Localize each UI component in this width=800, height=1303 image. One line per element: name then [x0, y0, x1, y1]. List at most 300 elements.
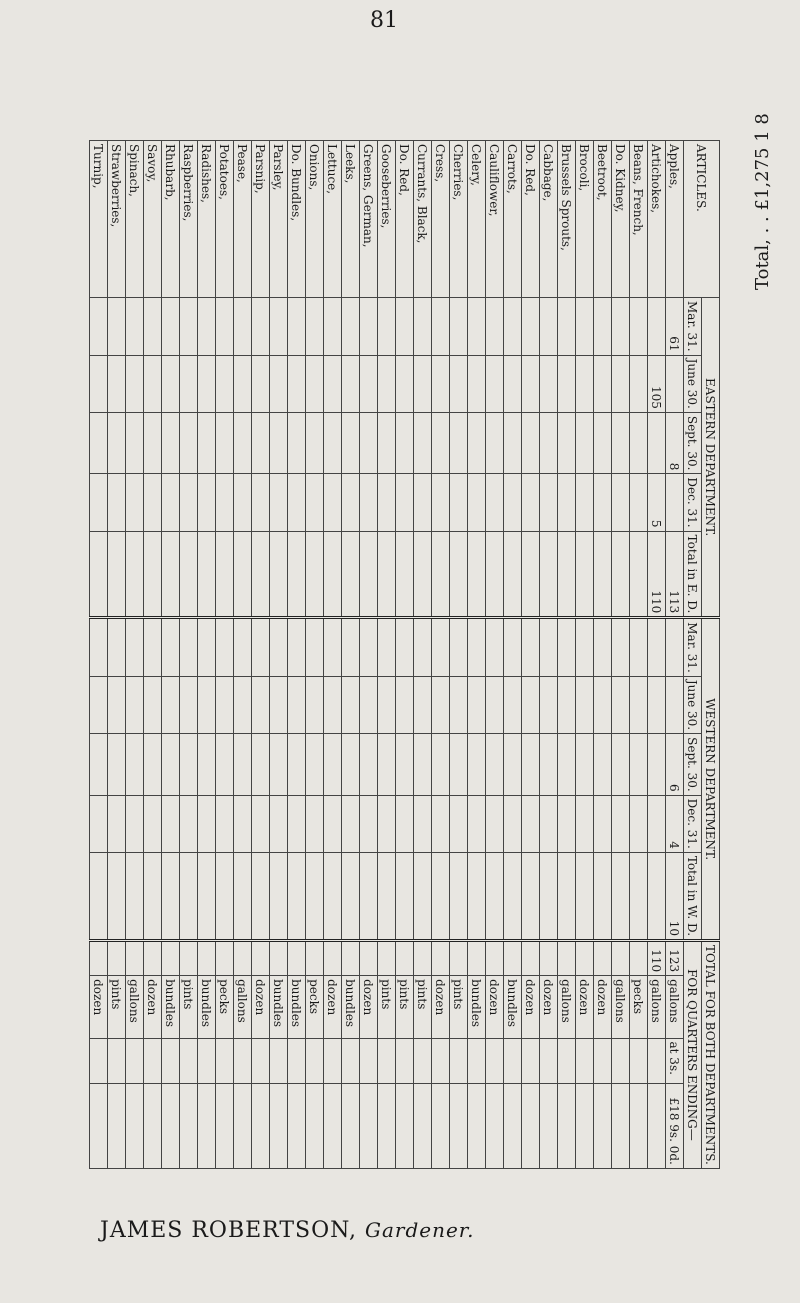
west-cell: [486, 852, 504, 940]
table-row: [198, 141, 216, 1169]
table-row: [324, 141, 342, 1169]
east-cell: [126, 355, 144, 412]
west-cell: [612, 795, 630, 852]
article-name: Radishes,: [198, 141, 216, 298]
east-cell: [594, 531, 612, 618]
west-cell: [414, 734, 432, 796]
west-cell: [342, 734, 360, 796]
west-cell: [180, 676, 198, 733]
amount: [108, 1084, 126, 1168]
west-cell: [432, 676, 450, 733]
west-cell: [252, 852, 270, 940]
unit-price: [144, 1038, 162, 1084]
east-cell: [576, 298, 594, 356]
west-cell: [162, 734, 180, 796]
amount: [288, 1084, 306, 1168]
east-cell: 5: [648, 474, 666, 531]
west-cell: [144, 676, 162, 733]
east-cell: 8: [666, 412, 684, 474]
article-name: Cauliflower,: [486, 141, 504, 298]
west-cell: [396, 618, 414, 677]
total-qty: [468, 941, 486, 976]
west-cell: [180, 734, 198, 796]
signature-name: JAMES ROBERTSON,: [100, 1218, 357, 1243]
article-name: Beetroot,: [594, 141, 612, 298]
west-cell: [288, 734, 306, 796]
unit-price: [234, 1038, 252, 1084]
amount: [594, 1084, 612, 1168]
amount: [126, 1084, 144, 1168]
article-name: Apples,: [666, 141, 684, 298]
unit-price: [270, 1038, 288, 1084]
west-cell: [270, 734, 288, 796]
article-name: Parsnip,: [252, 141, 270, 298]
west-q3-header: Sept. 30.: [684, 734, 702, 796]
east-cell: [234, 355, 252, 412]
east-cell: [504, 474, 522, 531]
west-cell: [558, 852, 576, 940]
east-cell: [666, 474, 684, 531]
east-cell: [432, 412, 450, 474]
table-row: [108, 141, 126, 1169]
west-cell: [342, 795, 360, 852]
article-name: Cress,: [432, 141, 450, 298]
east-cell: [522, 298, 540, 356]
west-cell: [252, 734, 270, 796]
east-cell: [126, 298, 144, 356]
west-cell: [396, 734, 414, 796]
west-cell: [306, 618, 324, 677]
unit-price: [486, 1038, 504, 1084]
west-cell: [90, 734, 108, 796]
west-cell: [162, 618, 180, 677]
east-cell: [108, 298, 126, 356]
west-cell: [612, 618, 630, 677]
east-cell: [396, 298, 414, 356]
east-cell: [360, 412, 378, 474]
total-unit: bundles: [288, 976, 306, 1038]
east-cell: [630, 531, 648, 618]
west-cell: [216, 795, 234, 852]
east-cell: [144, 412, 162, 474]
east-cell: [630, 412, 648, 474]
east-cell: [558, 298, 576, 356]
amount: [306, 1084, 324, 1168]
west-cell: [234, 618, 252, 677]
west-cell: [90, 795, 108, 852]
signature-title: Gardener.: [364, 1218, 475, 1242]
east-cell: [414, 355, 432, 412]
west-cell: [576, 734, 594, 796]
east-cell: [162, 412, 180, 474]
amount: [414, 1084, 432, 1168]
west-cell: [432, 618, 450, 677]
west-total-header: Total in W. D.: [684, 852, 702, 940]
east-cell: [540, 355, 558, 412]
unit-price: [162, 1038, 180, 1084]
total-qty: [270, 941, 288, 976]
east-cell: [342, 531, 360, 618]
total-unit: dozen: [522, 976, 540, 1038]
east-cell: 105: [648, 355, 666, 412]
signature: [100, 1218, 475, 1243]
east-cell: [234, 474, 252, 531]
east-cell: [270, 298, 288, 356]
west-cell: 10: [666, 852, 684, 940]
west-cell: [162, 676, 180, 733]
west-cell: [648, 852, 666, 940]
west-cell: [324, 852, 342, 940]
article-name: Celery,: [468, 141, 486, 298]
east-cell: [450, 412, 468, 474]
total-qty: [144, 941, 162, 976]
east-cell: [144, 531, 162, 618]
west-cell: [612, 734, 630, 796]
table-row: [144, 141, 162, 1169]
amount: [468, 1084, 486, 1168]
unit-price: [180, 1038, 198, 1084]
table-row: [558, 141, 576, 1169]
west-q4-header: Dec. 31.: [684, 795, 702, 852]
total-qty: 110: [648, 941, 666, 976]
east-cell: [558, 531, 576, 618]
west-cell: [486, 734, 504, 796]
east-cell: [396, 474, 414, 531]
table-row: [522, 141, 540, 1169]
east-cell: [630, 298, 648, 356]
total-unit: gallons: [558, 976, 576, 1038]
unit-price: [432, 1038, 450, 1084]
total-unit: pints: [396, 976, 414, 1038]
west-cell: [324, 676, 342, 733]
total-qty: [324, 941, 342, 976]
east-cell: [288, 412, 306, 474]
east-cell: [504, 355, 522, 412]
article-name: Do. Bundles,: [288, 141, 306, 298]
west-cell: [432, 795, 450, 852]
east-cell: [468, 531, 486, 618]
west-cell: [180, 618, 198, 677]
west-cell: [234, 734, 252, 796]
grand-total: Total, . . £1,275 1 8: [752, 113, 773, 290]
total-unit: dozen: [360, 976, 378, 1038]
table-row: [504, 141, 522, 1169]
west-cell: [540, 795, 558, 852]
west-cell: [450, 618, 468, 677]
amount: [378, 1084, 396, 1168]
west-cell: [594, 734, 612, 796]
total-unit: gallons: [648, 976, 666, 1038]
table-row: [594, 141, 612, 1169]
article-name: Lettuce,: [324, 141, 342, 298]
article-name: Turnip,: [90, 141, 108, 298]
unit-price: [468, 1038, 486, 1084]
west-cell: [612, 852, 630, 940]
table-row: [468, 141, 486, 1169]
east-cell: [234, 412, 252, 474]
east-cell: [540, 531, 558, 618]
west-cell: [306, 734, 324, 796]
unit-price: [648, 1038, 666, 1084]
article-name: Brocoli,: [576, 141, 594, 298]
unit-price: [252, 1038, 270, 1084]
total-qty: [540, 941, 558, 976]
article-name: Onions,: [306, 141, 324, 298]
east-q3-header: Sept. 30.: [684, 412, 702, 474]
total-qty: [126, 941, 144, 976]
amount: [270, 1084, 288, 1168]
amount: [432, 1084, 450, 1168]
west-cell: [540, 852, 558, 940]
east-cell: [486, 412, 504, 474]
amount: [360, 1084, 378, 1168]
west-cell: [486, 795, 504, 852]
table-row: [90, 141, 108, 1169]
east-cell: [180, 355, 198, 412]
west-cell: [450, 852, 468, 940]
unit-price: [414, 1038, 432, 1084]
west-cell: [558, 795, 576, 852]
east-cell: [648, 412, 666, 474]
east-cell: 61: [666, 298, 684, 356]
total-qty: [414, 941, 432, 976]
amount: £18 9s. 0d.: [666, 1084, 684, 1168]
east-cell: [108, 531, 126, 618]
west-q1-header: Mar. 31.: [684, 618, 702, 677]
east-cell: [468, 298, 486, 356]
west-cell: [576, 618, 594, 677]
east-cell: [576, 474, 594, 531]
east-cell: [486, 531, 504, 618]
table-row: [612, 141, 630, 1169]
east-total-header: Total in E. D.: [684, 531, 702, 618]
total-both-header: TOTAL FOR BOTH DEPARTMENTS.: [702, 941, 720, 1169]
produce-table: [89, 140, 720, 1169]
east-cell: [504, 412, 522, 474]
west-cell: [162, 852, 180, 940]
west-cell: [558, 618, 576, 677]
west-cell: [126, 795, 144, 852]
west-cell: [432, 852, 450, 940]
total-unit: dozen: [90, 976, 108, 1038]
east-cell: [270, 474, 288, 531]
west-cell: [396, 676, 414, 733]
east-cell: [378, 412, 396, 474]
unit-price: [360, 1038, 378, 1084]
total-unit: bundles: [162, 976, 180, 1038]
west-cell: [540, 676, 558, 733]
east-cell: [324, 355, 342, 412]
west-cell: [180, 852, 198, 940]
east-cell: [90, 298, 108, 356]
table-row: [486, 141, 504, 1169]
east-cell: [108, 474, 126, 531]
west-cell: [486, 618, 504, 677]
table-row: [540, 141, 558, 1169]
total-unit: pints: [180, 976, 198, 1038]
total-qty: [558, 941, 576, 976]
table-row: [432, 141, 450, 1169]
table-row: [576, 141, 594, 1169]
total-qty: [396, 941, 414, 976]
west-cell: [630, 734, 648, 796]
east-cell: [144, 355, 162, 412]
unit-price: [324, 1038, 342, 1084]
amount: [486, 1084, 504, 1168]
total-unit: bundles: [198, 976, 216, 1038]
amount: [504, 1084, 522, 1168]
total-unit: pecks: [216, 976, 234, 1038]
east-cell: [378, 531, 396, 618]
west-cell: [216, 734, 234, 796]
east-cell: [306, 355, 324, 412]
unit-price: [396, 1038, 414, 1084]
west-cell: [360, 618, 378, 677]
total-qty: [306, 941, 324, 976]
total-unit: dozen: [540, 976, 558, 1038]
for-quarters-header: FOR QUARTERS ENDING—: [684, 941, 702, 1169]
east-cell: [468, 412, 486, 474]
west-cell: [126, 734, 144, 796]
west-cell: [108, 852, 126, 940]
east-cell: [486, 298, 504, 356]
east-cell: 113: [666, 531, 684, 618]
east-cell: [360, 531, 378, 618]
total-qty: [594, 941, 612, 976]
east-cell: [396, 355, 414, 412]
east-cell: [216, 531, 234, 618]
west-cell: [648, 795, 666, 852]
west-cell: [558, 734, 576, 796]
table-row: [162, 141, 180, 1169]
article-name: Raspberries,: [180, 141, 198, 298]
east-cell: [522, 412, 540, 474]
amount: [558, 1084, 576, 1168]
west-cell: [270, 852, 288, 940]
west-cell: [414, 618, 432, 677]
west-cell: [234, 795, 252, 852]
west-cell: [90, 618, 108, 677]
west-cell: [612, 676, 630, 733]
table-row: [306, 141, 324, 1169]
west-cell: [144, 734, 162, 796]
east-cell: [558, 412, 576, 474]
west-cell: [306, 852, 324, 940]
east-cell: [360, 355, 378, 412]
east-cell: [450, 355, 468, 412]
article-name: Pease,: [234, 141, 252, 298]
west-cell: [630, 795, 648, 852]
unit-price: [288, 1038, 306, 1084]
east-cell: [342, 412, 360, 474]
total-qty: [486, 941, 504, 976]
east-cell: [216, 298, 234, 356]
west-cell: [360, 852, 378, 940]
east-cell: [414, 474, 432, 531]
west-cell: 4: [666, 795, 684, 852]
west-cell: [594, 676, 612, 733]
total-qty: [612, 941, 630, 976]
article-name: Beans, French,: [630, 141, 648, 298]
total-qty: [576, 941, 594, 976]
east-cell: [270, 355, 288, 412]
amount: [198, 1084, 216, 1168]
west-cell: [630, 618, 648, 677]
west-cell: [252, 795, 270, 852]
west-cell: [198, 734, 216, 796]
east-cell: [306, 474, 324, 531]
table-header-row: [702, 141, 720, 1169]
east-cell: [648, 298, 666, 356]
east-cell: [162, 531, 180, 618]
west-cell: [378, 795, 396, 852]
west-cell: [378, 734, 396, 796]
articles-header: ARTICLES.: [684, 141, 720, 298]
east-cell: [522, 474, 540, 531]
east-cell: [396, 531, 414, 618]
east-cell: [126, 474, 144, 531]
amount: [540, 1084, 558, 1168]
table-row: [414, 141, 432, 1169]
article-name: Do. Red,: [522, 141, 540, 298]
east-cell: [414, 412, 432, 474]
west-cell: [234, 676, 252, 733]
west-cell: [324, 618, 342, 677]
article-name: Artichokes,: [648, 141, 666, 298]
east-cell: [198, 298, 216, 356]
east-cell: [576, 355, 594, 412]
unit-price: [594, 1038, 612, 1084]
west-cell: [216, 618, 234, 677]
amount: [342, 1084, 360, 1168]
east-cell: [108, 412, 126, 474]
unit-price: [378, 1038, 396, 1084]
west-cell: [216, 852, 234, 940]
amount: [630, 1084, 648, 1168]
total-qty: [198, 941, 216, 976]
west-cell: [450, 676, 468, 733]
west-cell: [522, 734, 540, 796]
east-cell: [504, 531, 522, 618]
east-cell: [144, 474, 162, 531]
east-cell: [162, 474, 180, 531]
west-cell: [342, 676, 360, 733]
east-cell: [594, 298, 612, 356]
total-unit: pints: [450, 976, 468, 1038]
east-cell: [576, 412, 594, 474]
total-unit: gallons: [666, 976, 684, 1038]
west-cell: [468, 618, 486, 677]
west-cell: [468, 795, 486, 852]
east-cell: [324, 412, 342, 474]
total-unit: pints: [378, 976, 396, 1038]
west-cell: [270, 795, 288, 852]
east-cell: [198, 531, 216, 618]
east-cell: [468, 355, 486, 412]
east-cell: [306, 298, 324, 356]
west-cell: [198, 795, 216, 852]
unit-price: [306, 1038, 324, 1084]
east-cell: [252, 355, 270, 412]
western-department-header: WESTERN DEPARTMENT.: [702, 618, 720, 941]
total-qty: [288, 941, 306, 976]
total-qty: [378, 941, 396, 976]
total-qty: 123: [666, 941, 684, 976]
east-cell: [288, 531, 306, 618]
total-unit: dozen: [594, 976, 612, 1038]
total-qty: [450, 941, 468, 976]
east-cell: [576, 531, 594, 618]
